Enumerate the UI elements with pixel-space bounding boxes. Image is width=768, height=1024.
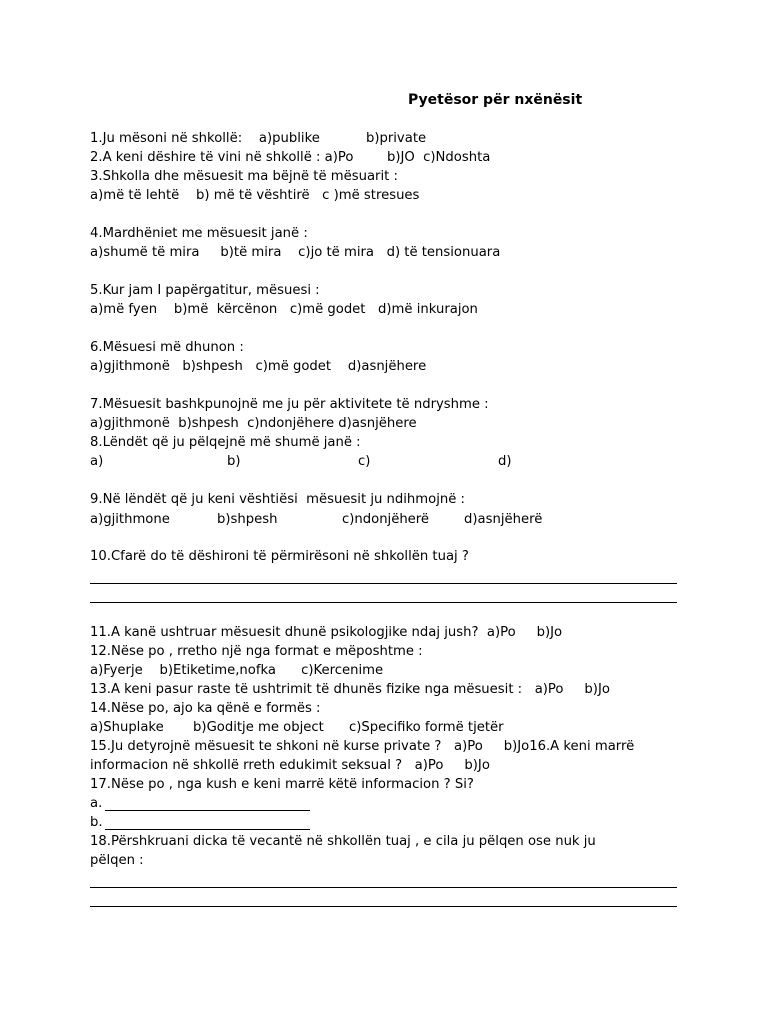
question-16-continued: informacion në shkollë rreth edukimit seksual ? a)Po b)Jo (90, 758, 490, 773)
question-18: 18.Përshkruani dicka të vecantë në shkollën tuaj , e cila ju pëlqen ose nuk ju (90, 834, 596, 849)
q17-answer-a-line[interactable] (105, 810, 310, 811)
q9-option-a: a)gjithmone (90, 512, 170, 527)
question-12: 12.Nëse po , rretho një nga format e mëposhtme : (90, 644, 423, 659)
question-4-options: a)shumë të mira b)të mira c)jo të mira d) të tensionuara (90, 245, 501, 260)
q8-option-b: b) (227, 454, 241, 469)
page-title: Pyetësor për nxënësit (408, 92, 583, 108)
question-17: 17.Nëse po , nga kush e keni marrë këtë informacion ? Si? (90, 777, 474, 792)
q8-option-c: c) (358, 454, 371, 469)
q8-option-d: d) (498, 454, 512, 469)
question-12-options: a)Fyerje b)Etiketime,nofka c)Kercenime (90, 663, 384, 678)
question-2: 2.A keni dëshire të vini në shkollë : a)Po b)JO c)Ndoshta (90, 150, 491, 165)
question-9: 9.Në lëndët që ju keni vështiësi mësuesit ju ndihmojnë : (90, 492, 465, 507)
question-14: 14.Nëse po, ajo ka qënë e formës : (90, 701, 321, 716)
question-15-16: 15.Ju detyrojnë mësuesit te shkoni në kurse private ? a)Po b)Jo16.A keni marrë (90, 739, 635, 754)
q9-option-c: c)ndonjëherë (342, 512, 430, 527)
answer-line[interactable] (90, 602, 677, 603)
answer-line[interactable] (90, 583, 677, 584)
answer-line[interactable] (90, 887, 677, 888)
q17-answer-b-line[interactable] (105, 829, 310, 830)
question-1: 1.Ju mësoni në shkollë: a)publike b)private (90, 131, 427, 146)
q9-option-d: d)asnjëherë (464, 512, 543, 527)
question-3-options: a)më të lehtë b) më të vështirë c )më stresues (90, 188, 420, 203)
question-7-options: a)gjithmonë b)shpesh c)ndonjëhere d)asnjëhere (90, 416, 417, 431)
question-11: 11.A kanë ushtruar mësuesit dhunë psikologjike ndaj jush? a)Po b)Jo (90, 625, 563, 640)
q17-label-a: a. (90, 796, 103, 811)
question-5-options: a)më fyen b)më kërcënon c)më godet d)më inkurajon (90, 302, 478, 317)
question-18-continued: pëlqen : (90, 853, 144, 868)
q8-option-a: a) (90, 454, 104, 469)
answer-line[interactable] (90, 906, 677, 907)
question-7: 7.Mësuesit bashkpunojnë me ju për aktivitete të ndryshme : (90, 397, 489, 412)
question-6-options: a)gjithmonë b)shpesh c)më godet d)asnjëhere (90, 359, 427, 374)
question-5: 5.Kur jam I papërgatitur, mësuesi : (90, 283, 320, 298)
q9-option-b: b)shpesh (217, 512, 278, 527)
question-8: 8.Lëndët që ju pëlqejnë më shumë janë : (90, 435, 361, 450)
question-3: 3.Shkolla dhe mësuesit ma bëjnë të mësuarit : (90, 169, 398, 184)
question-6: 6.Mësuesi më dhunon : (90, 340, 244, 355)
question-13: 13.A keni pasur raste të ushtrimit të dhunës fizike nga mësuesit : a)Po b)Jo (90, 682, 610, 697)
question-4: 4.Mardhëniet me mësuesit janë : (90, 226, 308, 241)
question-14-options: a)Shuplake b)Goditje me object c)Specifiko formë tjetër (90, 720, 504, 735)
q17-label-b: b. (90, 815, 103, 830)
question-10: 10.Cfarë do të dëshironi të përmirësoni në shkollën tuaj ? (90, 549, 469, 564)
